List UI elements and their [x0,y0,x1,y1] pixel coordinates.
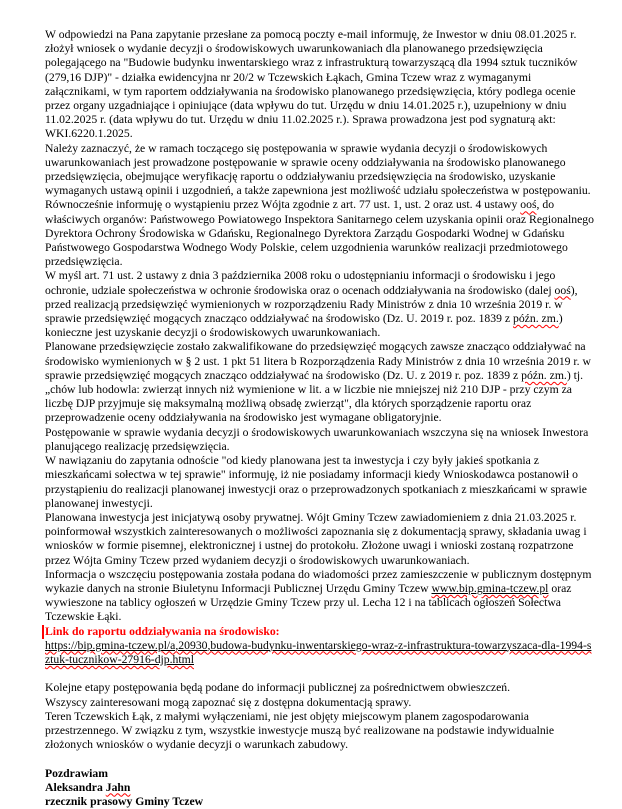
text-run: W odpowiedzi na Pana zapytanie przesłane za pomocą poczty e-mail informuję, że Inwestor w dniu 08.01.2025 r. złożył wniosek o wydanie decyzji o środowiskowych uwarunkowaniach dla planowanego przedsięwzięcia polegającego na "Budowie budynku inwentarskiego wraz z infrastrukturą towarzyszącą dla 1994 sztuk tuczników (279,16 DJP)" - działka ewidencyjna nr 20/2 w Tczewskich Łąkach, Gmina Tczew wraz z wymaganymi załącznikami, w tym raportem oddziaływania na środowisko planowanego przedsięwzięcia, który podlega ocenie przez organy uzgadniające i opiniujące (data wpływu do tut. Urzędu w dniu 14.01.2025 r.), uzupełniony w dniu 11.02.2025 r. (data wpływu do tut. Urzędu w dniu 11.02.2025 r.). Sprawa prowadzona jest pod sygnaturą akt: WKI.6220.1.2025. [45,28,578,141]
text-run: Postępowanie w sprawie wydania decyzji o środowiskowych uwarunkowaniach wszczyna się na wniosek Inwestora planującego realizację przedsięwzięcia. [45,425,589,453]
spellcheck-word: ooś [520,198,537,212]
paragraph-classification [45,340,596,425]
paragraph-proceedings-note [45,142,596,199]
text-run: ) tj. „chów lub hodowla: zwierząt innych niż wymienione w lit. a w liczbie nie mniejszej niż 210 DJP - przy czym za liczbę DJP przyjmuje się maksymalną możliwą obsadę zwierząt", dla których sporządzenie raportu oraz przeprowadzenie oceny oddziaływania na środowisko jest wymagane obligatoryjnie. [45,368,584,425]
spellcheck-word: ooś [554,283,571,297]
text-run: Planowana inwestycja jest inicjatywą osoby prywatnej. Wójt Gminy Tczew zawiadomieniem z dnia 21.03.2025 r. poinformował wszystkich zainteresowanych o możliwości zapoznania się z dokumentacją sprawy, składania uwag i wniosków w formie pisemnej, elektronicznej i ustnej do protokołu. Złożone uwagi i wnioski zostaną rozpatrzone przez Wójta Gminy Tczew przed wydaniem decyzji o środowiskowych uwarunkowaniach. [45,510,587,567]
spellcheck-word: https://bip.gmina-tczew.pl/a,20930,budowa-budynku-inwentarskiego-wraz-z-infrastruktura-towarzyszaca-dla-1994-sztuk-tucznikow-27916-djp.html [45,638,592,666]
paragraph-zoning [45,710,596,753]
spellcheck-word: późn. zm. [521,368,567,382]
paragraph-documentation-access [45,696,596,710]
blank-line [45,667,596,681]
bip-website-link[interactable] [431,582,548,595]
paragraph-authorities [45,198,596,269]
text-run: Równocześnie informuję o wystąpieniu przez Wójta zgodnie z art. 77 ust. 1, ust. 2 oraz ust. 4 ustawy [45,198,521,212]
paragraph-private-initiative [45,511,596,568]
text-run: W nawiązaniu do zapytania odnoście "od kiedy planowana jest ta inwestycja i czy były jakieś spotkania z mieszkańcami sołectwa w tej sprawie" informuję, iż nie posiadamy informacji kiedy Wnioskodawca postanowił o przystąpieniu do realizacji planowanej inwestycji oraz o przeprowadzonych spotkaniach z mieszkańcami w sprawie planowanej inwestycji. [45,454,587,510]
text-run: ) konieczne jest uzyskanie decyzji o środowiskowych uwarunkowaniach. [45,312,563,340]
text-run: Informacja o wszczęciu postępowania została podana do wiadomości przez zamieszczenie w publicznym dostępnym wykazie danych na stronie Biuletynu Informacji Publicznej Urzędu Gminy Tczew [45,567,592,595]
text-run: ), przed realizacją przedsięwzięć wymienionych w rozporządzeniu Rady Ministrów z dnia 10 września 2019 r. w sprawie przedsięwzięć mogących znacząco oddziaływać na środowisko (Dz. U. 2019 r. poz. 1839 z [45,283,578,326]
text-run: Teren Tczewskich Łąk, z małymi wyłączeniami, nie jest objęty miejscowym planem zagospodarowania przestrzennego. W związku z tym, wszystkie inwestycje muszą być realizowane na podstawie indywidualnie złożonych wniosków o wydanie decyzji o warunkach zabudowy. [45,709,555,752]
report-url-link[interactable] [45,639,591,666]
text-run: oraz wywieszone na tablicy ogłoszeń w Urzędzie Gminy Tczew przy ul. Lecha 12 i na tablicach ogłoszeń Sołectwa Tczewskie Łąki. [45,581,572,624]
blank-line [45,752,596,766]
signature-title [45,795,596,809]
paragraph-inquiry-response [45,454,596,511]
spellcheck-word: Jahn [105,780,131,794]
paragraph-intro [45,28,596,142]
text-run: Aleksandra [45,780,106,794]
paragraph-next-stages [45,681,596,695]
text-run: Link do raportu oddziaływania na środowisko: [45,624,280,638]
report-link-label [42,625,596,639]
text-run: , do właściwych organów: Państwowego Powiatowego Inspektora Sanitarnego celem uzyskania opinii oraz Regionalnego Dyrektora Ochrony Środowiska w Gdańsku, Regionalnego Dyrektora Zarządu Gospodarki Wodnej w Gdańsku Państwowego Gospodarstwa Wodnego Wody Polskie, celem uzgodnienia warunków realizacji przedmiotowego przedsięwzięcia. [45,198,594,269]
spellcheck-word: późn. zm. [512,312,559,326]
text-run: Planowane przedsięwzięcie zostało zakwalifikowane do przedsięwzięć mogących zawsze znacząco oddziaływać na środowisko wymienionych w § 2 ust. 1 pkt 51 litera b Rozporządzenia Rady Ministrów z dnia 10 września 2019 r. w sprawie przedsięwzięć mogących znacząco oddziaływać na środowisko (Dz. U. z 2019 r. poz. 1839 z [45,340,591,382]
text-run: Kolejne etapy postępowania będą podane do informacji publicznej za pośrednictwem obwieszczeń. [45,681,511,695]
text-run: W myśl art. 71 ust. 2 ustawy z dnia 3 października 2008 roku o udostępnianiu informacji o środowisku i jego ochronie, udziale społeczeństwa w ochronie środowiska oraz o ocenach oddziaływania na środowisko (dalej [45,269,556,297]
text-run: Wszyscy zainteresowani mogą zapoznać się z dostępna dokumentacją sprawy. [45,695,412,709]
text-run: rzecznik prasowy Gminy Tczew [45,794,204,808]
signature-closing [45,767,596,781]
text-run: Należy zaznaczyć, że w ramach toczącego się postępowania w sprawie wydania decyzji o środowiskowych uwarunkowaniach jest prowadzone postępowanie w sprawie oceny oddziaływania na środowisko planowanego przedsięwzięcia, obejmujące weryfikację raportu o oddziaływaniu przedsięwzięcia na środowisko, uzyskanie wymaganych ustawą opinii i uzgodnień, a także zapewniona jest możliwość udziału społeczeństwa w postępowaniu. [45,141,591,198]
paragraph-public-notice [45,568,596,625]
paragraph-initiation [45,426,596,454]
spellcheck-word: www.bip.gmina-tczew.pl [431,581,549,595]
report-link-url [45,639,596,667]
text-run: Pozdrawiam [45,766,108,780]
signature-name [45,781,596,795]
paragraph-legal-basis [45,269,596,340]
